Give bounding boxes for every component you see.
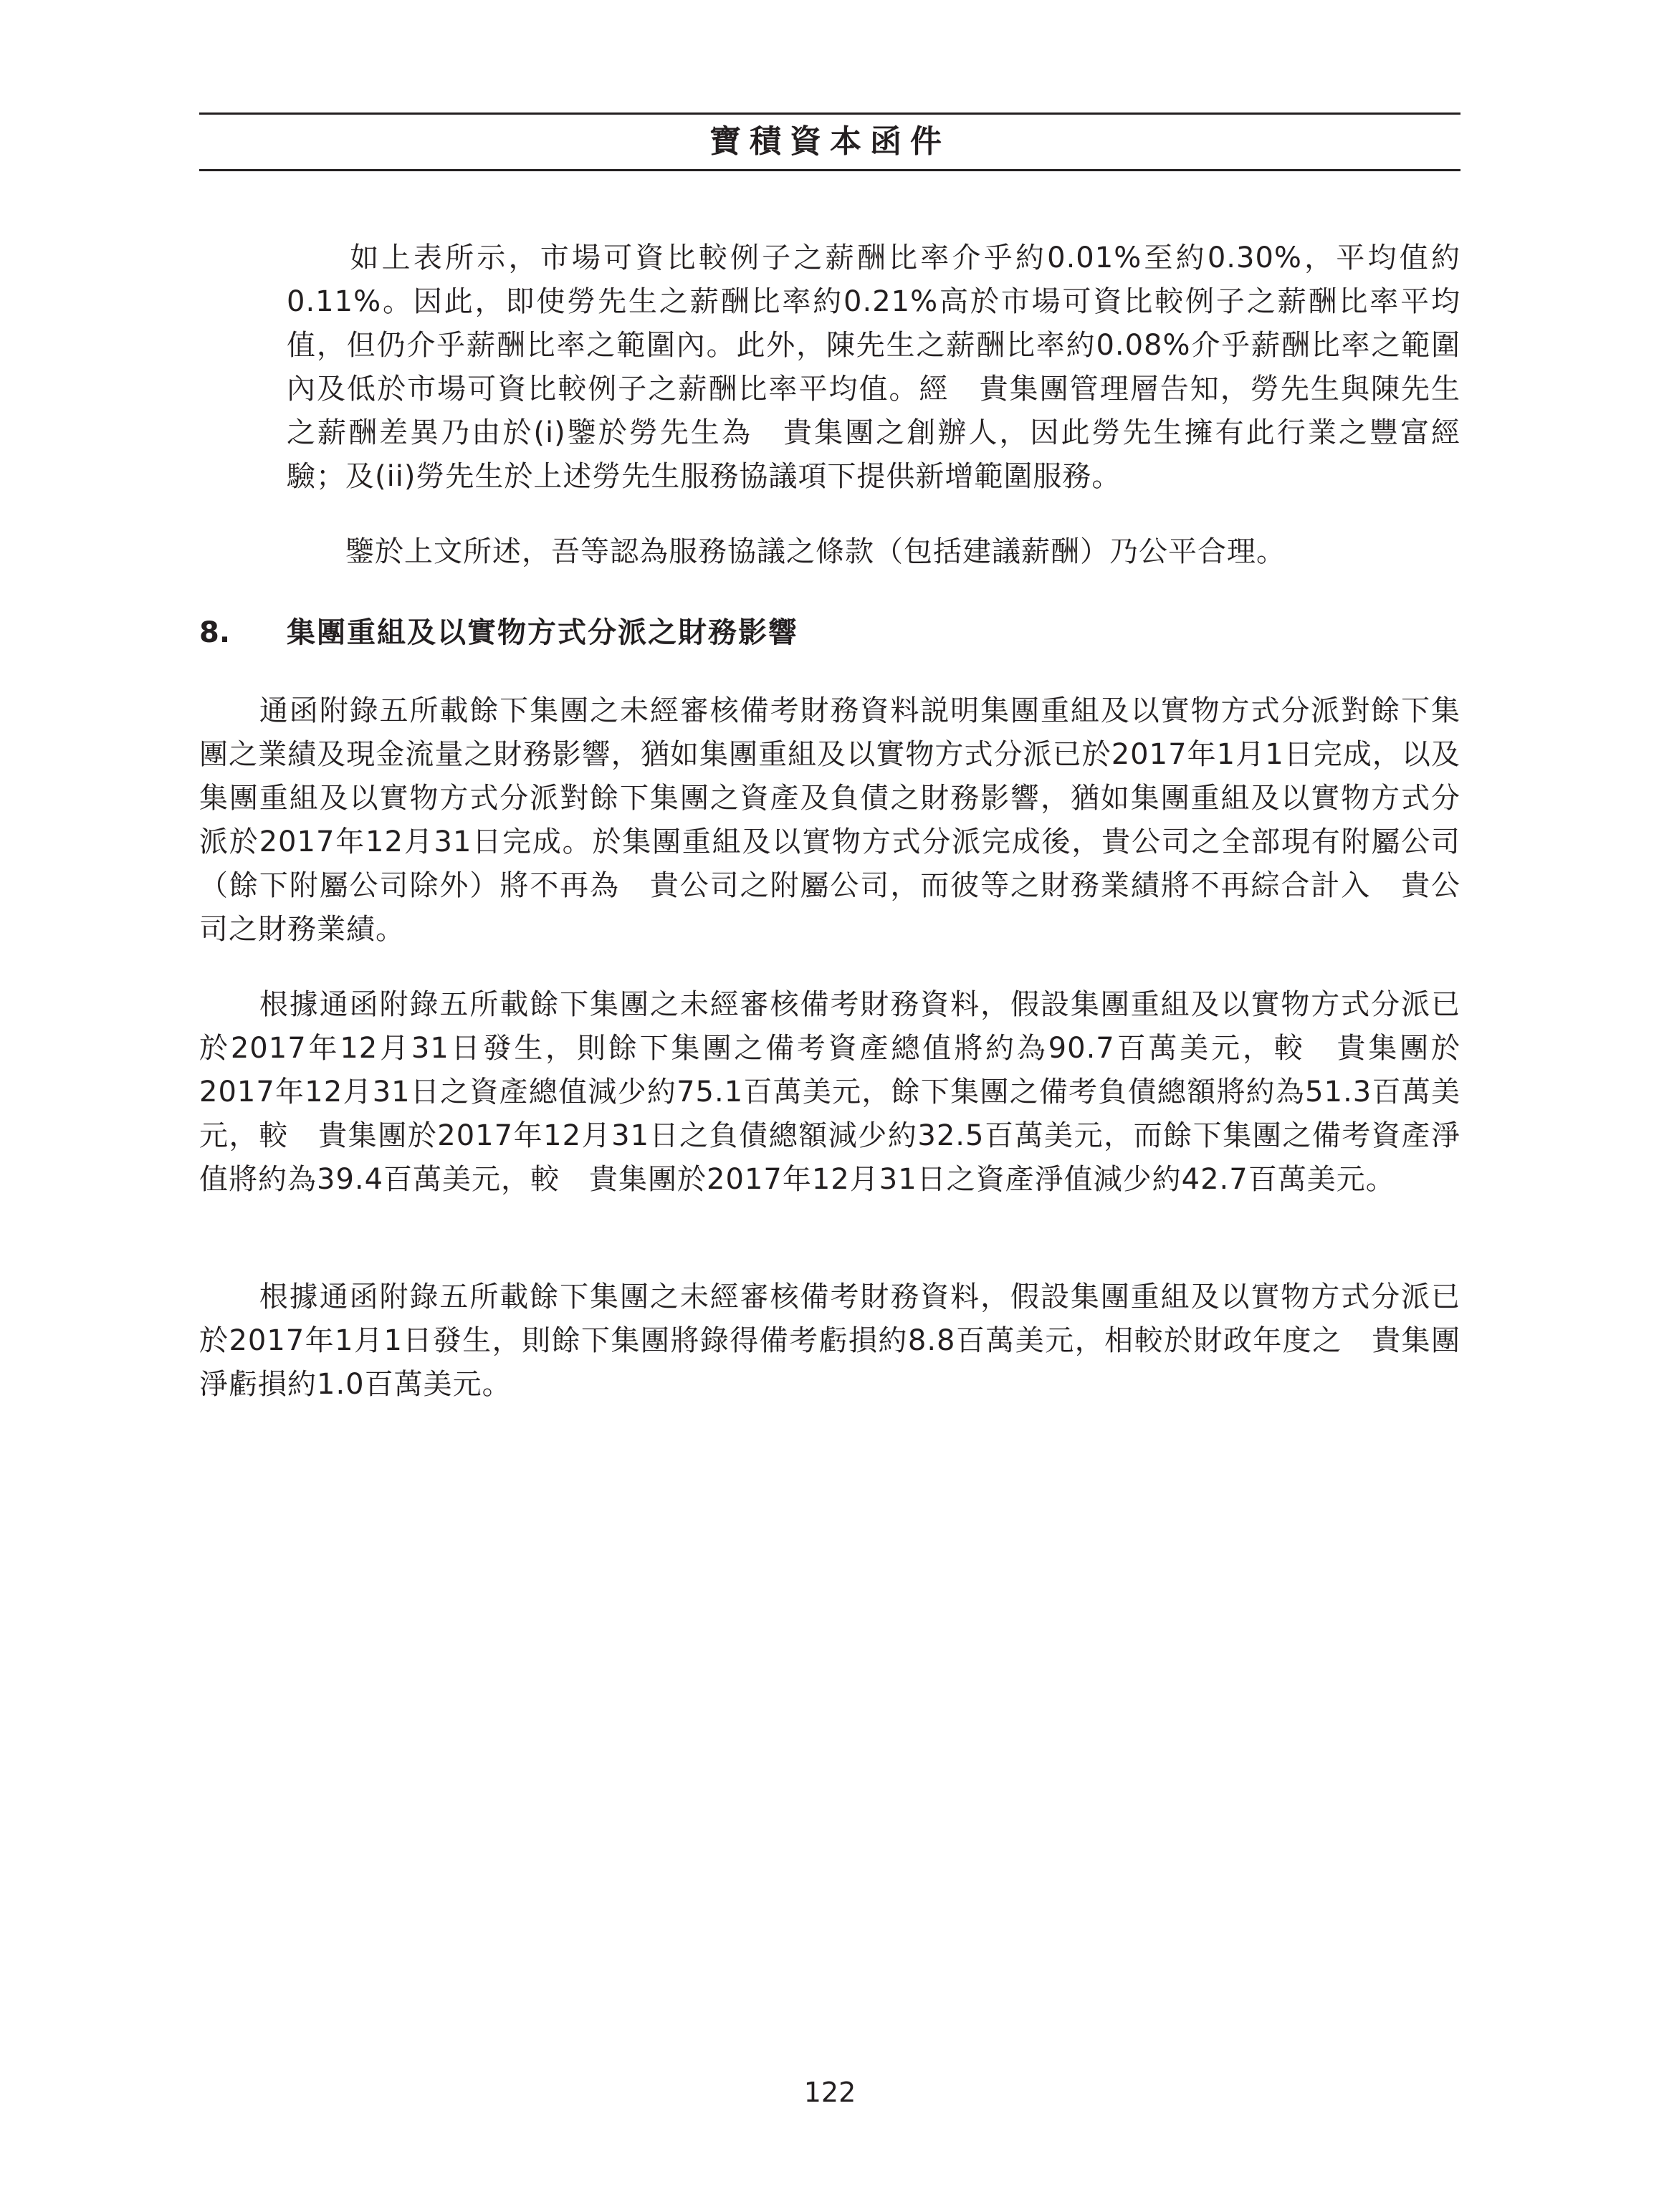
paragraph-assets-liabilities-effect: 根據通函附錄五所載餘下集團之未經審核備考財務資料，假設集團重組及以實物方式分派已於2017年12月31日發生，則餘下集團之備考資產總值將約為90.7百萬美元，較 貴集團於2017年12月31日之資產總值減少約75.1百萬美元，餘下集團之備考負債總額將約為51.3百萬美元，較 貴集團於2017年12月31日之負債總額減少約32.5百萬美元，而餘下集團之備考資產淨值將約為39.4百萬美元，較 貴集團於2017年12月31日之資產淨值減少約42.7百萬美元。 — [199, 988, 1460, 1196]
paragraph-financial-effect-overview: 通函附錄五所載餘下集團之未經審核備考財務資料説明集團重組及以實物方式分派對餘下集團之業績及現金流量之財務影響，猶如集團重組及以實物方式分派已於2017年1月1日完成，以及集團重組及以實物方式分派對餘下集團之資產及負債之財務影響，猶如集團重組及以實物方式分派於2017年12月31日完成。於集團重組及以實物方式分派完成後，貴公司之全部現有附屬公司（餘下附屬公司除外）將不再為 貴公司之附屬公司，而彼等之財務業績將不再綜合計入 貴公司之財務業績。 — [199, 694, 1460, 946]
section-number: 8. — [199, 616, 231, 649]
paragraph-loss-effect: 根據通函附錄五所載餘下集團之未經審核備考財務資料，假設集團重組及以實物方式分派已於2017年1月1日發生，則餘下集團將錄得備考虧損約8.8百萬美元，相較於財政年度之 貴集團淨虧損約1.0百萬美元。 — [199, 1280, 1460, 1401]
section-title: 集團重組及以實物方式分派之財務影響 — [287, 616, 798, 649]
paragraph-conclusion-fair: 鑒於上文所述，吾等認為服務協議之條款（包括建議薪酬）乃公平合理。 — [287, 535, 1286, 568]
header-bottom-rule — [199, 169, 1460, 171]
page-number: 122 — [803, 2077, 856, 2108]
header-top-rule — [199, 112, 1460, 115]
page-header-title: 寶積資本函件 — [709, 123, 950, 160]
paragraph-remuneration-comparison: 如上表所示，市場可資比較例子之薪酬比率介乎約0.01%至約0.30%，平均值約0.11%。因此，即使勞先生之薪酬比率約0.21%高於市場可資比較例子之薪酬比率平均值，但仍介乎薪酬比率之範圍內。此外，陳先生之薪酬比率約0.08%介乎薪酬比率之範圍內及低於市場可資比較例子之薪酬比率平均值。經 貴集團管理層告知，勞先生與陳先生之薪酬差異乃由於(i)鑒於勞先生為 貴集團之創辦人，因此勞先生擁有此行業之豐富經驗；及(ii)勞先生於上述勞先生服務協議項下提供新增範圍服務。 — [287, 241, 1460, 493]
section-heading-8 — [199, 611, 1460, 654]
